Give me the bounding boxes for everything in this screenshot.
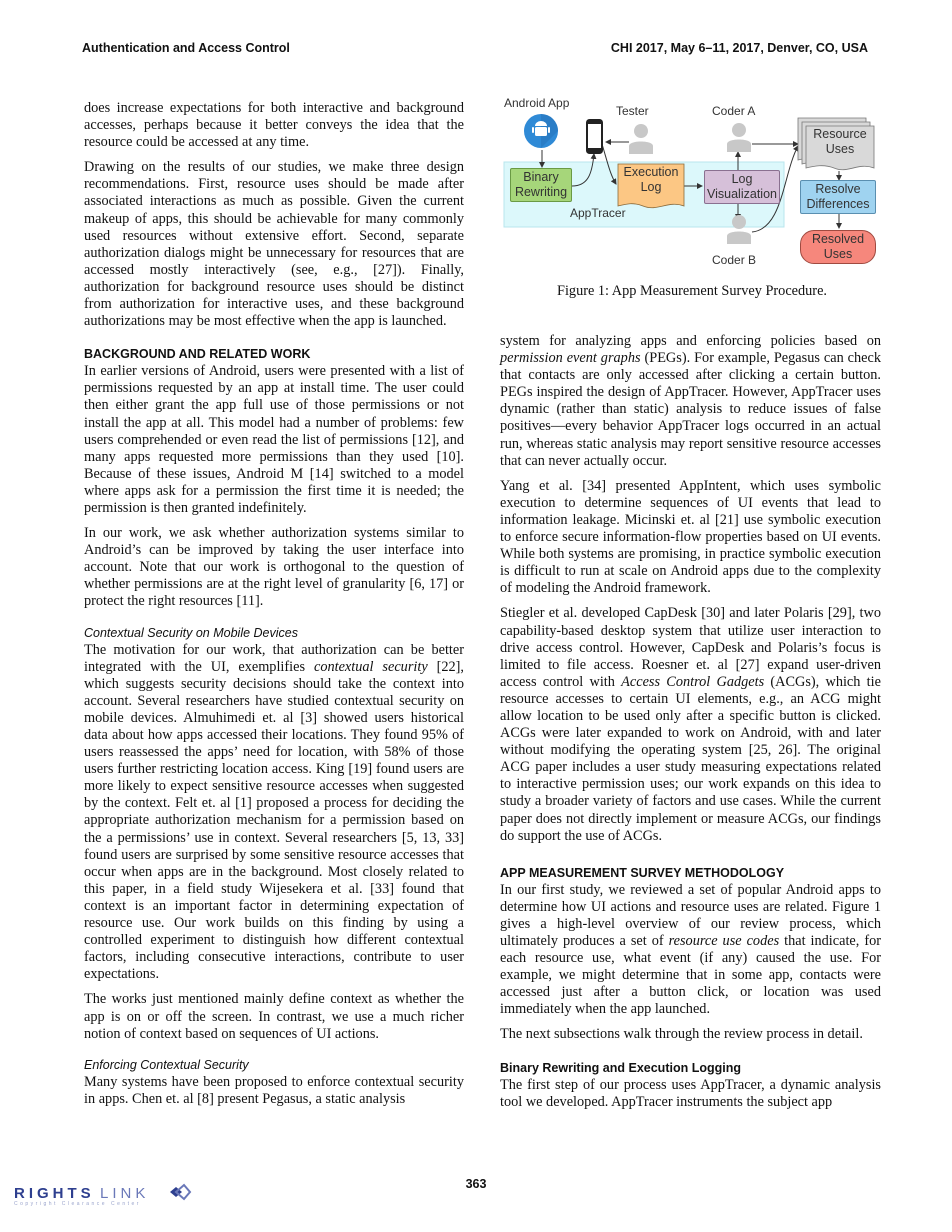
page-number: 363 [465, 1177, 487, 1191]
emphasis: resource use codes [668, 933, 780, 949]
paragraph: Stiegler et al. developed CapDesk [30] and later Polaris [29], two capability-based desktop system that utilize user interaction to drive access control. However, CapDesk and Polaris’s focus is limited to file access. Roesner et. al [27] expand user-driven access control with Access Control Gadgets (ACGs), which tie resource accesses to certain UI elements, e.g., an ACG might allow location to be used only after a specific button is clicked. ACGs were later expanded to work on Android, with and later without modifying the operating system [25, 26]. The original ACG paper includes a user study measuring expectations related to interactive permission uses; our work expands on this idea to study a broader variety of factors and use cases. While the current paper does not directly implement or measure ACGs, our findings do support the use of ACGs. [500, 605, 881, 844]
paragraph: Drawing on the results of our studies, we make three design recommendations. First, resource uses should be made after associated interactions as much as possible. Given the current makeup of apps, this should be achievable for many commonly used resources without extensive effort. Second, separate authorization dialogs might be unnecessary for resources that are accessed mostly interactively (see, e.g., [27]). Finally, authorization for background resource uses should be distinct from authorization for interactive uses, and these background authorizations may be most effective when the app is launched. [84, 159, 464, 330]
box-resolved-uses: Resolved Uses [800, 230, 876, 264]
emphasis: contextual security [313, 658, 428, 675]
rightslink-logo-icon [14, 1183, 194, 1207]
svg-text:LINK: LINK [100, 1185, 150, 1202]
label-coder-a: Coder A [712, 104, 756, 118]
label-apptracer: AppTracer [570, 206, 626, 220]
box-log-visualization: Log Visualization [704, 170, 780, 204]
figure-1-diagram [498, 94, 886, 274]
figure-caption: Figure 1: App Measurement Survey Procedure. [557, 283, 827, 299]
paragraph: The first step of our process uses AppTracer, a dynamic analysis tool we developed. AppTracer instruments the subject app [500, 1076, 881, 1110]
label-android-app: Android App [504, 96, 570, 110]
rightslink-logo[interactable] [14, 1183, 194, 1212]
paragraph: The motivation for our work, that authorization can be better integrated with the UI, exemplifies contextual security [22], which suggests security decisions should take the context into account. Several researchers have studied contextual security on mobile devices. Almuhimedi et. al [3] showed users historical data about how apps accessed their locations. They found 95% of users reassessed the apps’ need for location, with 58% of those users further restricting location access. King [19] found users are more likely to expect sensitive resource accesses when suggested by the context. Felt et. al [1] proposed a process for deciding the appropriate authorization mechanism for a permission based on the a permissions’ use in context. Several researchers [5, 13, 33] found users are surprised by some sensitive resource accesses that occur when apps are in the background. Most closely related to this paper, in a field study Wijesekera et al. [33] found that context is an important factor in determining expectation of resource use. Our work builds on this finding by using a controlled experiment to distinguish how different contextual factors, including consecutive interactions, contribute to user expectations. [84, 641, 464, 983]
section-heading-background: BACKGROUND AND RELATED WORK [84, 347, 311, 362]
paragraph: In our first study, we reviewed a set of popular Android apps to determine how UI actions and resource uses are related. Figure 1 gives a high-level overview of our review process, which ultimately produces a set of resource use codes that indicate, for each resource use, what event (if any) caused the use. For example, we might determine that in some app, contacts were accessed just after a button click, or location was used immediately when the app launched. [500, 881, 882, 1018]
label-tester: Tester [616, 104, 649, 118]
emphasis: Access Control Gadgets [621, 673, 765, 690]
subsection-heading-binary-rewriting: Binary Rewriting and Execution Logging [500, 1060, 741, 1075]
paragraph: The next subsections walk through the review process in detail. [500, 1026, 863, 1043]
label-coder-b: Coder B [712, 253, 757, 267]
subsection-heading-contextual: Contextual Security on Mobile Devices [84, 625, 298, 640]
svg-text:Copyright Clearance Center: Copyright Clearance Center [14, 1201, 141, 1207]
box-resolve-differences: Resolve Differences [800, 180, 876, 214]
paragraph: Yang et al. [34] presented AppIntent, which uses symbolic execution to determine sequences of UI events that lead to information leakage. Micinski et. al [21] use symbolic execution to enforce secure information-flow properties based on UI events. While both systems are promising, in practice symbolic execution is difficult to run at scale on Android apps due to the complexity of modeling the Android framework. [500, 477, 881, 597]
paragraph: Many systems have been proposed to enforce contextual security in apps. Chen et. al [8] present Pegasus, a static analysis [84, 1073, 464, 1107]
paragraph: In earlier versions of Android, users were presented with a list of permissions requested by an app at install time. The user could then either grant the app full use of those permissions or not install the app at all. This model had a number of problems: few users comprehended or even read the list of permissions [12], and many apps requested more permissions than they used [10]. Because of these issues, Android M [14] switched to a model where apps ask for a permission the first time it is needed; the permission is then granted indefinitely. [84, 363, 464, 516]
box-resource-uses: Resource Uses [813, 127, 867, 156]
section-heading-methodology: APP MEASUREMENT SURVEY METHODOLOGY [500, 865, 785, 880]
paragraph: The works just mentioned mainly define context as whether the app is on or off the screen. In contrast, we use a much richer notion of context based on sequences of UI actions. [84, 991, 464, 1042]
svg-text:RIGHTS: RIGHTS [14, 1185, 95, 1202]
right-column [500, 333, 881, 1119]
running-header-conference: CHI 2017, May 6–11, 2017, Denver, CO, USA [610, 41, 868, 55]
box-binary-rewriting: Binary Rewriting [510, 168, 572, 202]
box-execution-log: Execution Log [623, 165, 679, 194]
running-header-section: Authentication and Access Control [82, 41, 290, 55]
left-column [84, 100, 464, 1116]
subsection-heading-enforcing: Enforcing Contextual Security [84, 1057, 249, 1072]
paragraph: does increase expectations for both interactive and background accesses, perhaps because it better conveys the idea that the resource could be accessed at any time. [84, 100, 464, 151]
paragraph: system for analyzing apps and enforcing policies based on permission event graphs (PEGs). For example, Pegasus can check that contacts are only accessed after clicking a certain button. PEGs inspired the design of AppTracer. However, AppTracer uses dynamic (rather than static) analysis to reduce issues of false positives—every behavior AppTracer logs occurred in an actual run, whereas static analysis may report sensitive resource accesses that can never actually occur. [500, 333, 881, 469]
emphasis: permission event graphs [500, 350, 641, 367]
paragraph: In our work, we ask whether authorization systems similar to Android’s can be improved by taking the user interface into account. Note that our work is orthogonal to the question of whether permissions are at the right level of granularity [6, 17] or protect the right resources [11]. [84, 525, 464, 610]
